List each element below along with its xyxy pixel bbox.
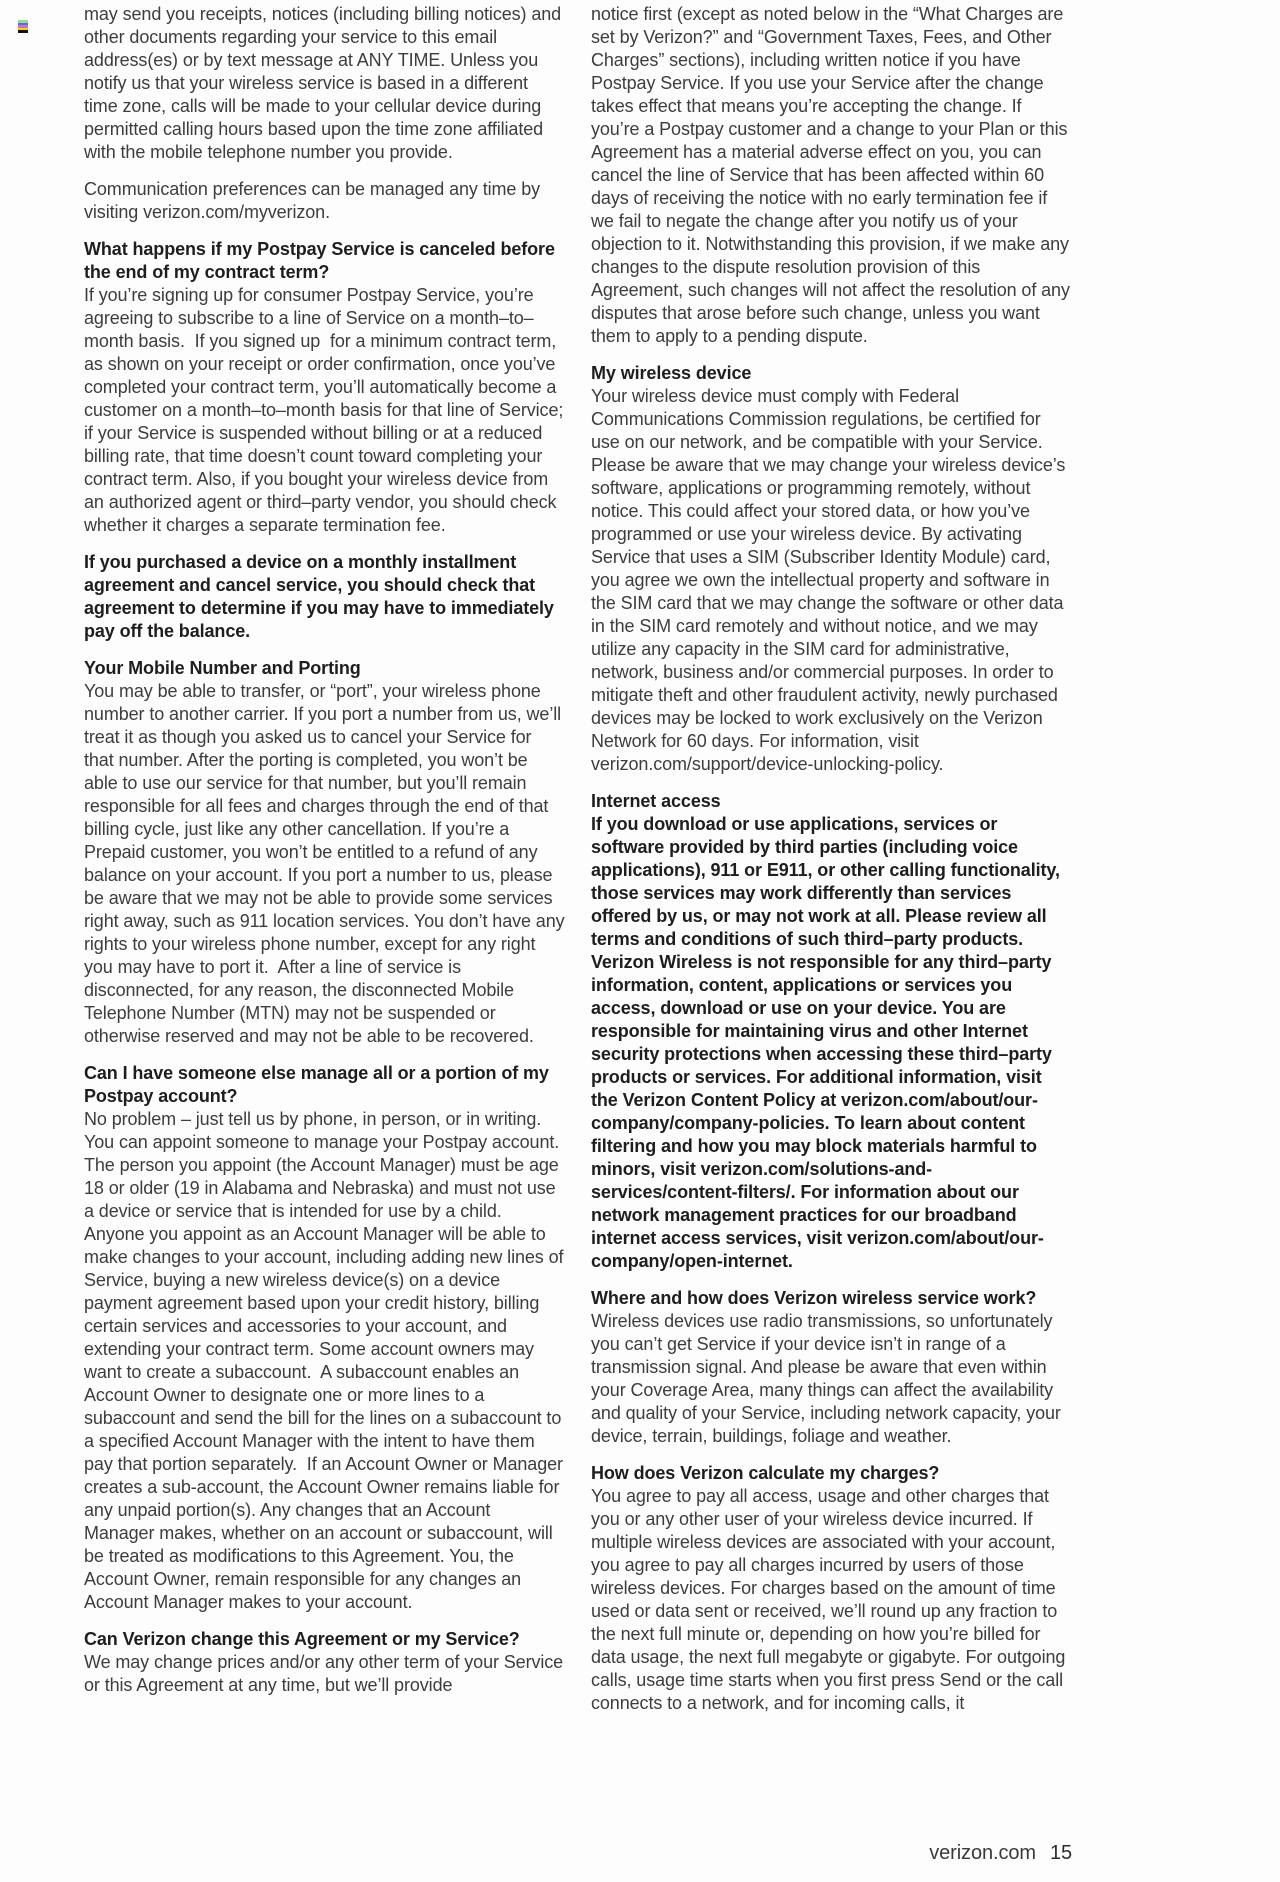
paragraph: Wireless devices use radio transmissions, so unfortunately you can’t get Service if your device isn’t in range of a transmission signal. And please be aware that even within your Coverage Area, many things can affect the availability and quality of your Service, including network capacity, your device, terrain, buildings, foliage and weather.	[591, 1311, 1066, 1446]
right-column	[591, 3, 1075, 1729]
paragraph: You agree to pay all access, usage and other charges that you or any other user of your wireless device incurred. If multiple wireless devices are associated with your account, you agree to pay all charges incurred by users of those wireless devices. For charges based on the amount of time used or data sent or received, we’ll round up any fraction to the next full minute or, depending on how you’re billed for data usage, the next full megabyte or gigabyte. For outgoing calls, usage time starts when you first press Send or the call connects to a network, and for incoming calls, it	[591, 1486, 1071, 1713]
paragraph: may send you receipts, notices (including billing notices) and other documents regarding your service to this email address(es) or by text message at ANY TIME. Unless you notify us that your wireless service is based in a different time zone, calls will be made to your cellular device during permitted calling hours based upon the time zone affiliated with the mobile telephone number you provide.	[84, 4, 566, 162]
section-heading: Can I have someone else manage all or a portion of my Postpay account?	[84, 1063, 554, 1106]
section-heading: What happens if my Postpay Service is canceled before the end of my contract term?	[84, 239, 560, 282]
color-bar-stripe	[18, 30, 28, 33]
print-color-bar-icon	[18, 20, 28, 33]
paragraph: Communication preferences can be managed any time by visiting verizon.com/myverizon.	[84, 179, 545, 222]
paragraph: No problem – just tell us by phone, in person, or in writing. You can appoint someone to manage your Postpay account. The person you appoint (the Account Manager) must be age 18 or older (19 in Alabama and Nebraska) and must not use a device or service that is intended for use by a child. Anyone you appoint as an Account Manager will be able to make changes to your account, including adding new lines of Service, buying a new wireless device(s) on a device payment agreement based upon your credit history, billing certain services and accessories to your account, and extending your contract term. Some account owners may want to create a subaccount. A subaccount enables an Account Owner to designate one or more lines to a subaccount and send the bill for the lines on a subaccount to a specified Account Manager with the intent to have them pay that portion separately. If an Account Owner or Manager creates a sub-account, the Account Owner remains liable for any unpaid portion(s). Any changes that an Account Manager makes, whether on an account or subaccount, will be treated as modifications to this Agreement. You, the Account Owner, remain responsible for any changes an Account Manager makes to your account.	[84, 1109, 569, 1612]
paragraph: Your wireless device must comply with Federal Communications Commission regulations, be certified for use on our network, and be compatible with your Service. Please be aware that we may change your wireless device’s software, applications or programming remotely, without notice. This could affect your stored data, or how you’ve programmed or use your wireless device. By activating Service that uses a SIM (Subscriber Identity Module) card, you agree we own the intellectual property and software in the SIM card that we may change the software or other data in the SIM card remotely and without notice, and we may utilize any capacity in the SIM card for administrative, network, business and/or commercial purposes. In order to mitigate theft and other fraudulent activity, newly purchased devices may be locked to work exclusively on the Verizon Network for 60 days. For information, visit verizon.com/support/device-unlocking-policy.	[591, 386, 1071, 774]
section-heading: Where and how does Verizon wireless service work?	[591, 1288, 1037, 1308]
paragraph: If you’re signing up for consumer Postpay Service, you’re agreeing to subscribe to a line of Service on a month–to–month basis. If you signed up for a minimum contract term, as shown on your receipt or order confirmation, once you’ve completed your contract term, you’ll automatically become a customer on a month–to–month basis for that line of Service; if your Service is suspended without billing or at a reduced billing rate, that time doesn’t count toward completing your contract term. Also, if you bought your wireless device from an authorized agent or third–party vendor, you should check whether it charges a separate termination fee.	[84, 285, 574, 535]
paragraph: notice first (except as noted below in the “What Charges are set by Verizon?” and “Government Taxes, Fees, and Other Charges” sections), including written notice if you have Postpay Service. If you use your Service after the change takes effect that means you’re accepting the change. If you’re a Postpay customer and a change to your Plan or this Agreement has a material adverse effect on you, you can cancel the line of Service that has been affected within 60 days of receiving the notice with no early termination fee if we fail to negate the change after you notify us of your objection to it. Notwithstanding this provision, if we make any changes to the dispute resolution provision of this Agreement, such changes will not affect the resolution of any disputes that arose before such change, unless you want them to apply to a pending dispute.	[591, 4, 1075, 346]
page-footer	[84, 1842, 1072, 1865]
footer-site: verizon.com	[929, 1842, 1036, 1864]
paragraph: We may change prices and/or any other term of your Service or this Agreement at any time, but we’ll provide	[84, 1652, 568, 1695]
section-heading: How does Verizon calculate my charges?	[591, 1463, 940, 1483]
left-column	[84, 3, 574, 1729]
text-columns	[84, 3, 1075, 1729]
bold-paragraph: If you download or use applications, services or software provided by third parties (including voice applications), 911 or E911, or other calling functionality, those services may work differently than services offered by us, or may not work at all. Please review all terms and conditions of such third–party products. Verizon Wireless is not responsible for any third–party information, content, applications or services you access, download or use on your device. You are responsible for maintaining virus and other Internet security protections when accessing these third–party products or services. For additional information, visit the Verizon Content Policy at verizon.com/about/our-company/company-policies. To learn about content filtering and how you may block materials harmful to minors, visit verizon.com/solutions-and-services/content-filters/. For information about our network management practices for our broadband internet access services, visit verizon.com/about/our-company/open-internet.	[591, 814, 1065, 1271]
bold-paragraph: If you purchased a device on a monthly installment agreement and cancel service, you should check that agreement to determine if you may have to immediately pay off the balance.	[84, 552, 559, 641]
section-heading: Your Mobile Number and Porting	[84, 658, 361, 678]
paragraph: You may be able to transfer, or “port”, your wireless phone number to another carrier. If you port a number from us, we’ll treat it as though you asked us to cancel your Service for that number. After the porting is completed, you won’t be able to use our service for that number, but you’ll remain responsible for all fees and charges through the end of that billing cycle, just like any other cancellation. If you’re a Prepaid customer, you won’t be entitled to a refund of any balance on your account. If you port a number to us, please be aware that we may not be able to provide some services right away, such as 911 location services. You don’t have any rights to your wireless phone number, except for any right you may have to port it. After a line of service is disconnected, for any reason, the disconnected Mobile Telephone Number (MTN) may not be suspended or otherwise reserved and may not be able to be recovered.	[84, 681, 570, 1046]
section-heading: Internet access	[591, 791, 721, 811]
section-heading: My wireless device	[591, 363, 752, 383]
footer-page-number: 15	[1049, 1842, 1072, 1864]
section-heading: Can Verizon change this Agreement or my Service?	[84, 1629, 520, 1649]
